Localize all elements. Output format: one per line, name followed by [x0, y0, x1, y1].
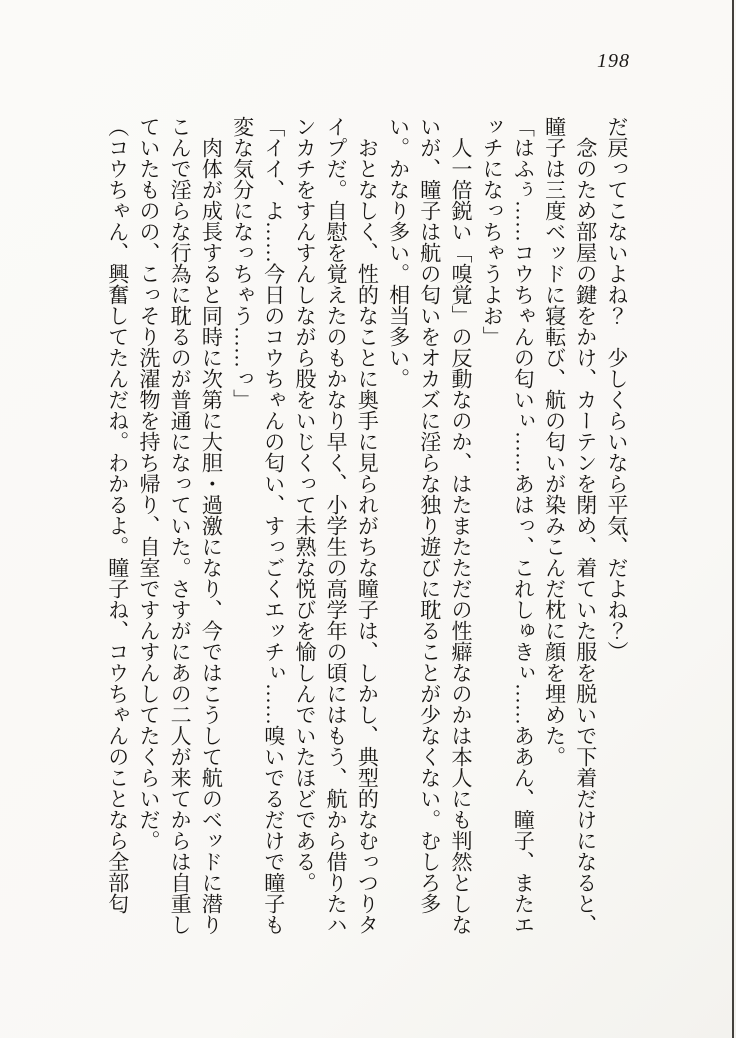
- paragraph: 念のため部屋の鍵をかけ、カーテンを閉め、着ていた服を脱いで下着だけになると、瞳子は三度ベッドに寝転び、航の匂いが染みこんだ枕に顔を埋めた。: [542, 116, 598, 935]
- page-edge-line: [732, 0, 734, 1038]
- paragraph: 人一倍鋭い「嗅覚」の反動なのか、はたまたただの性癖なのかは本人にも判然としないが、瞳子は航の匂いをオカズに淫らな独り遊びに耽ることが少なくない。むしろ多い。かなり多い。相当多い。: [386, 116, 473, 935]
- paragraph: おとなしく、性的なことに奥手に見られがちな瞳子は、しかし、典型的なむっつりタイプだ。自慰を覚えたのもかなり早く、小学生の高学年の頃にはもう、航から借りたハンカチをすんすんしながら股をいじくって未熟な悦びを愉しんでいたほどである。: [292, 116, 380, 935]
- paragraph: 肉体が成長すると同時に次第に大胆・過激になり、今ではこうして航のベッドに潜りこんで淫らな行為に耽るのが普通になっていた。さすがにあの二人が来てからは自重していたものの、こっそり洗濯物を持ち帰り、自室ですんすんしてたくらいだ。: [136, 116, 224, 935]
- paragraph-dialogue: 「イイ、よ……今日のコウちゃんの匂い、すっごくエッチぃ……嗅いでるだけで瞳子も変な気分になっちゃう……っ」: [230, 116, 286, 935]
- body-text: [102, 116, 632, 938]
- page-number: 198: [597, 50, 630, 72]
- paragraph-thought: （コウちゃん、興奮してたんだね。わかるよ。瞳子ね、コウちゃんのことなら全部匂: [105, 116, 130, 914]
- paragraph-dialogue: 「はふぅ……コウちゃんの匂いぃ……あはっ、これしゅきぃ……ああん、瞳子、またエッチになっちゃうよお」: [480, 116, 536, 935]
- paragraph-continuation: だ戻ってこないよね？ 少しくらいなら平気、だよね？）: [605, 116, 629, 662]
